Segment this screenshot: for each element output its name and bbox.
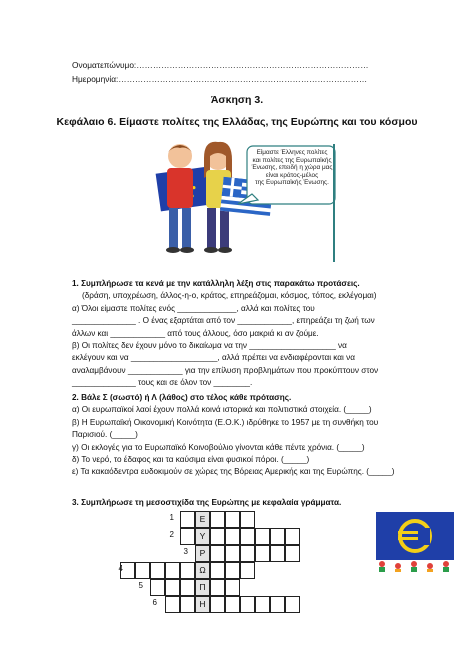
grid-cell[interactable]: [240, 545, 255, 562]
grid-cell[interactable]: [270, 528, 285, 545]
tf-line[interactable]: α) Οι ευρωπαϊκοί λαοί έχουν πολλά κοινά ιστορικά και πολιτιστικά στοιχεία. (_____): [72, 405, 372, 415]
fill-line[interactable]: αναλαμβάνουν ____________ για την επίλυση προβλημάτων που προκύπτουν στον: [72, 365, 379, 375]
row-number: 1: [169, 513, 174, 522]
key-letter-cell: Υ: [195, 528, 210, 545]
grid-cell[interactable]: [225, 528, 240, 545]
grid-cell[interactable]: [165, 579, 180, 596]
grid-cell[interactable]: [210, 528, 225, 545]
speech-line: Ένωσης, επειδή η χώρα μας: [251, 164, 333, 172]
grid-cell[interactable]: [210, 562, 225, 579]
tf-line[interactable]: β) Η Ευρωπαϊκή Οικονομική Κοινότητα (Ε.Ο.Κ.) ιδρύθηκε το 1957 με τη συνθήκη του: [72, 417, 379, 427]
tf-line[interactable]: γ) Οι εκλογές για το Ευρωπαϊκό Κοινοβούλιο γίνονται κάθε πέντε χρόνια. (_____): [72, 442, 365, 452]
section2: [72, 392, 408, 479]
grid-cell[interactable]: [255, 596, 270, 613]
section1-heading: 1. Συμπλήρωσε τα κενά με την κατάλληλη λέξη στις παρακάτω προτάσεις.: [72, 279, 360, 288]
grid-cell[interactable]: [135, 562, 150, 579]
grid-cell[interactable]: [165, 562, 180, 579]
section2-heading: 2. Βάλε Σ (σωστό) ή Λ (λάθος) στο τέλος κάθε πρότασης.: [72, 393, 292, 402]
tf-line[interactable]: Παρισιού. (_____): [72, 430, 138, 440]
grid-cell[interactable]: [180, 596, 195, 613]
grid-cell[interactable]: [285, 545, 300, 562]
key-letter-cell: Η: [195, 596, 210, 613]
grid-cell[interactable]: [225, 596, 240, 613]
row-number: 4: [118, 564, 123, 573]
chapter-title: Κεφάλαιο 6. Είμαστε πολίτες της Ελλάδας, της Ευρώπης και του κόσμου: [56, 116, 418, 128]
row-number: 5: [138, 581, 143, 590]
grid-cell[interactable]: [240, 528, 255, 545]
grid-cell[interactable]: [285, 528, 300, 545]
grid-cell[interactable]: [210, 579, 225, 596]
fill-line[interactable]: ______________ τους και σε όλον τον ________.: [72, 378, 253, 388]
grid-cell[interactable]: [210, 596, 225, 613]
row-number: 2: [169, 530, 174, 539]
euro-flag-illustration: [374, 512, 456, 572]
fill-line[interactable]: α) Όλοι είμαστε πολίτες ενός _____________, αλλά και πολίτες του: [72, 303, 315, 313]
grid-cell[interactable]: [120, 562, 135, 579]
key-letter-cell: Π: [195, 579, 210, 596]
grid-cell[interactable]: [225, 562, 240, 579]
date-line[interactable]: Ημερομηνία:………………………………………………………………………………: [72, 74, 368, 84]
grid-cell[interactable]: [255, 545, 270, 562]
section1: [72, 278, 408, 390]
grid-cell[interactable]: [180, 511, 195, 528]
grid-cell[interactable]: [225, 545, 240, 562]
grid-cell[interactable]: [240, 511, 255, 528]
grid-cell[interactable]: [225, 579, 240, 596]
key-letter-cell: Ε: [195, 511, 210, 528]
grid-cell[interactable]: [255, 528, 270, 545]
fill-line[interactable]: άλλων και ____________ από τους άλλους, όσο μακριά κι αν ζούμε.: [72, 328, 319, 338]
grid-cell[interactable]: [270, 596, 285, 613]
grid-cell[interactable]: [210, 545, 225, 562]
fill-line[interactable]: εκλέγουν και να ___________________, αλλά πρέπει να ενδιαφέρονται και να: [72, 353, 355, 363]
speech-line: της Ευρωπαϊκής Ένωσης.: [255, 179, 329, 187]
grid-cell[interactable]: [180, 562, 195, 579]
fill-line[interactable]: ______________ . Ο ένας εξαρτάται από τον ____________, επηρεάζει τη ζωή των: [72, 316, 375, 326]
section3-heading: 3. Συμπλήρωσε τη μεσοστιχίδα της Ευρώπης με κεφαλαία γράμματα.: [72, 498, 342, 507]
grid-cell[interactable]: [150, 562, 165, 579]
grid-cell[interactable]: [285, 596, 300, 613]
speech-line: είναι κράτος-μέλος: [265, 171, 319, 179]
grid-cell[interactable]: [225, 511, 240, 528]
grid-cell[interactable]: [150, 579, 165, 596]
word-bank: (δράση, υποχρέωση, άλλος-η-ο, κράτος, επηρεάζομαι, κόσμος, τόπος, εκλέγομαι): [82, 291, 377, 301]
grid-cell[interactable]: [180, 579, 195, 596]
grid-cell[interactable]: [240, 562, 255, 579]
speech-bubble-text: [250, 149, 334, 187]
fill-line[interactable]: β) Οι πολίτες δεν έχουν μόνο το δικαίωμα να την ___________________ να: [72, 341, 347, 351]
grid-cell[interactable]: [240, 596, 255, 613]
grid-cell[interactable]: [270, 545, 285, 562]
grid-cell[interactable]: [210, 511, 225, 528]
grid-cell[interactable]: [180, 528, 195, 545]
tf-line[interactable]: δ) Το νερό, το έδαφος και τα καύσιμα είναι φυσικοί πόροι. (_____): [72, 455, 310, 465]
key-letter-cell: Ω: [195, 562, 210, 579]
name-line[interactable]: Ονοματεπώνυμο:…………………………………………………………………………: [72, 60, 369, 70]
row-number: 6: [152, 598, 157, 607]
tf-line[interactable]: ε) Τα κακαόδεντρα ευδοκιμούν σε χώρες της Βόρειας Αμερικής και της Ευρώπης. (_____): [72, 467, 395, 477]
grid-cell[interactable]: [165, 596, 180, 613]
speech-line: Είμαστε Έλληνες πολίτες: [256, 149, 328, 156]
speech-line: και πολίτες της Ευρωπαϊκής: [252, 156, 332, 164]
exercise-title: Άσκηση 3.: [210, 94, 264, 106]
key-letter-cell: Ρ: [195, 545, 210, 562]
row-number: 3: [183, 547, 188, 556]
